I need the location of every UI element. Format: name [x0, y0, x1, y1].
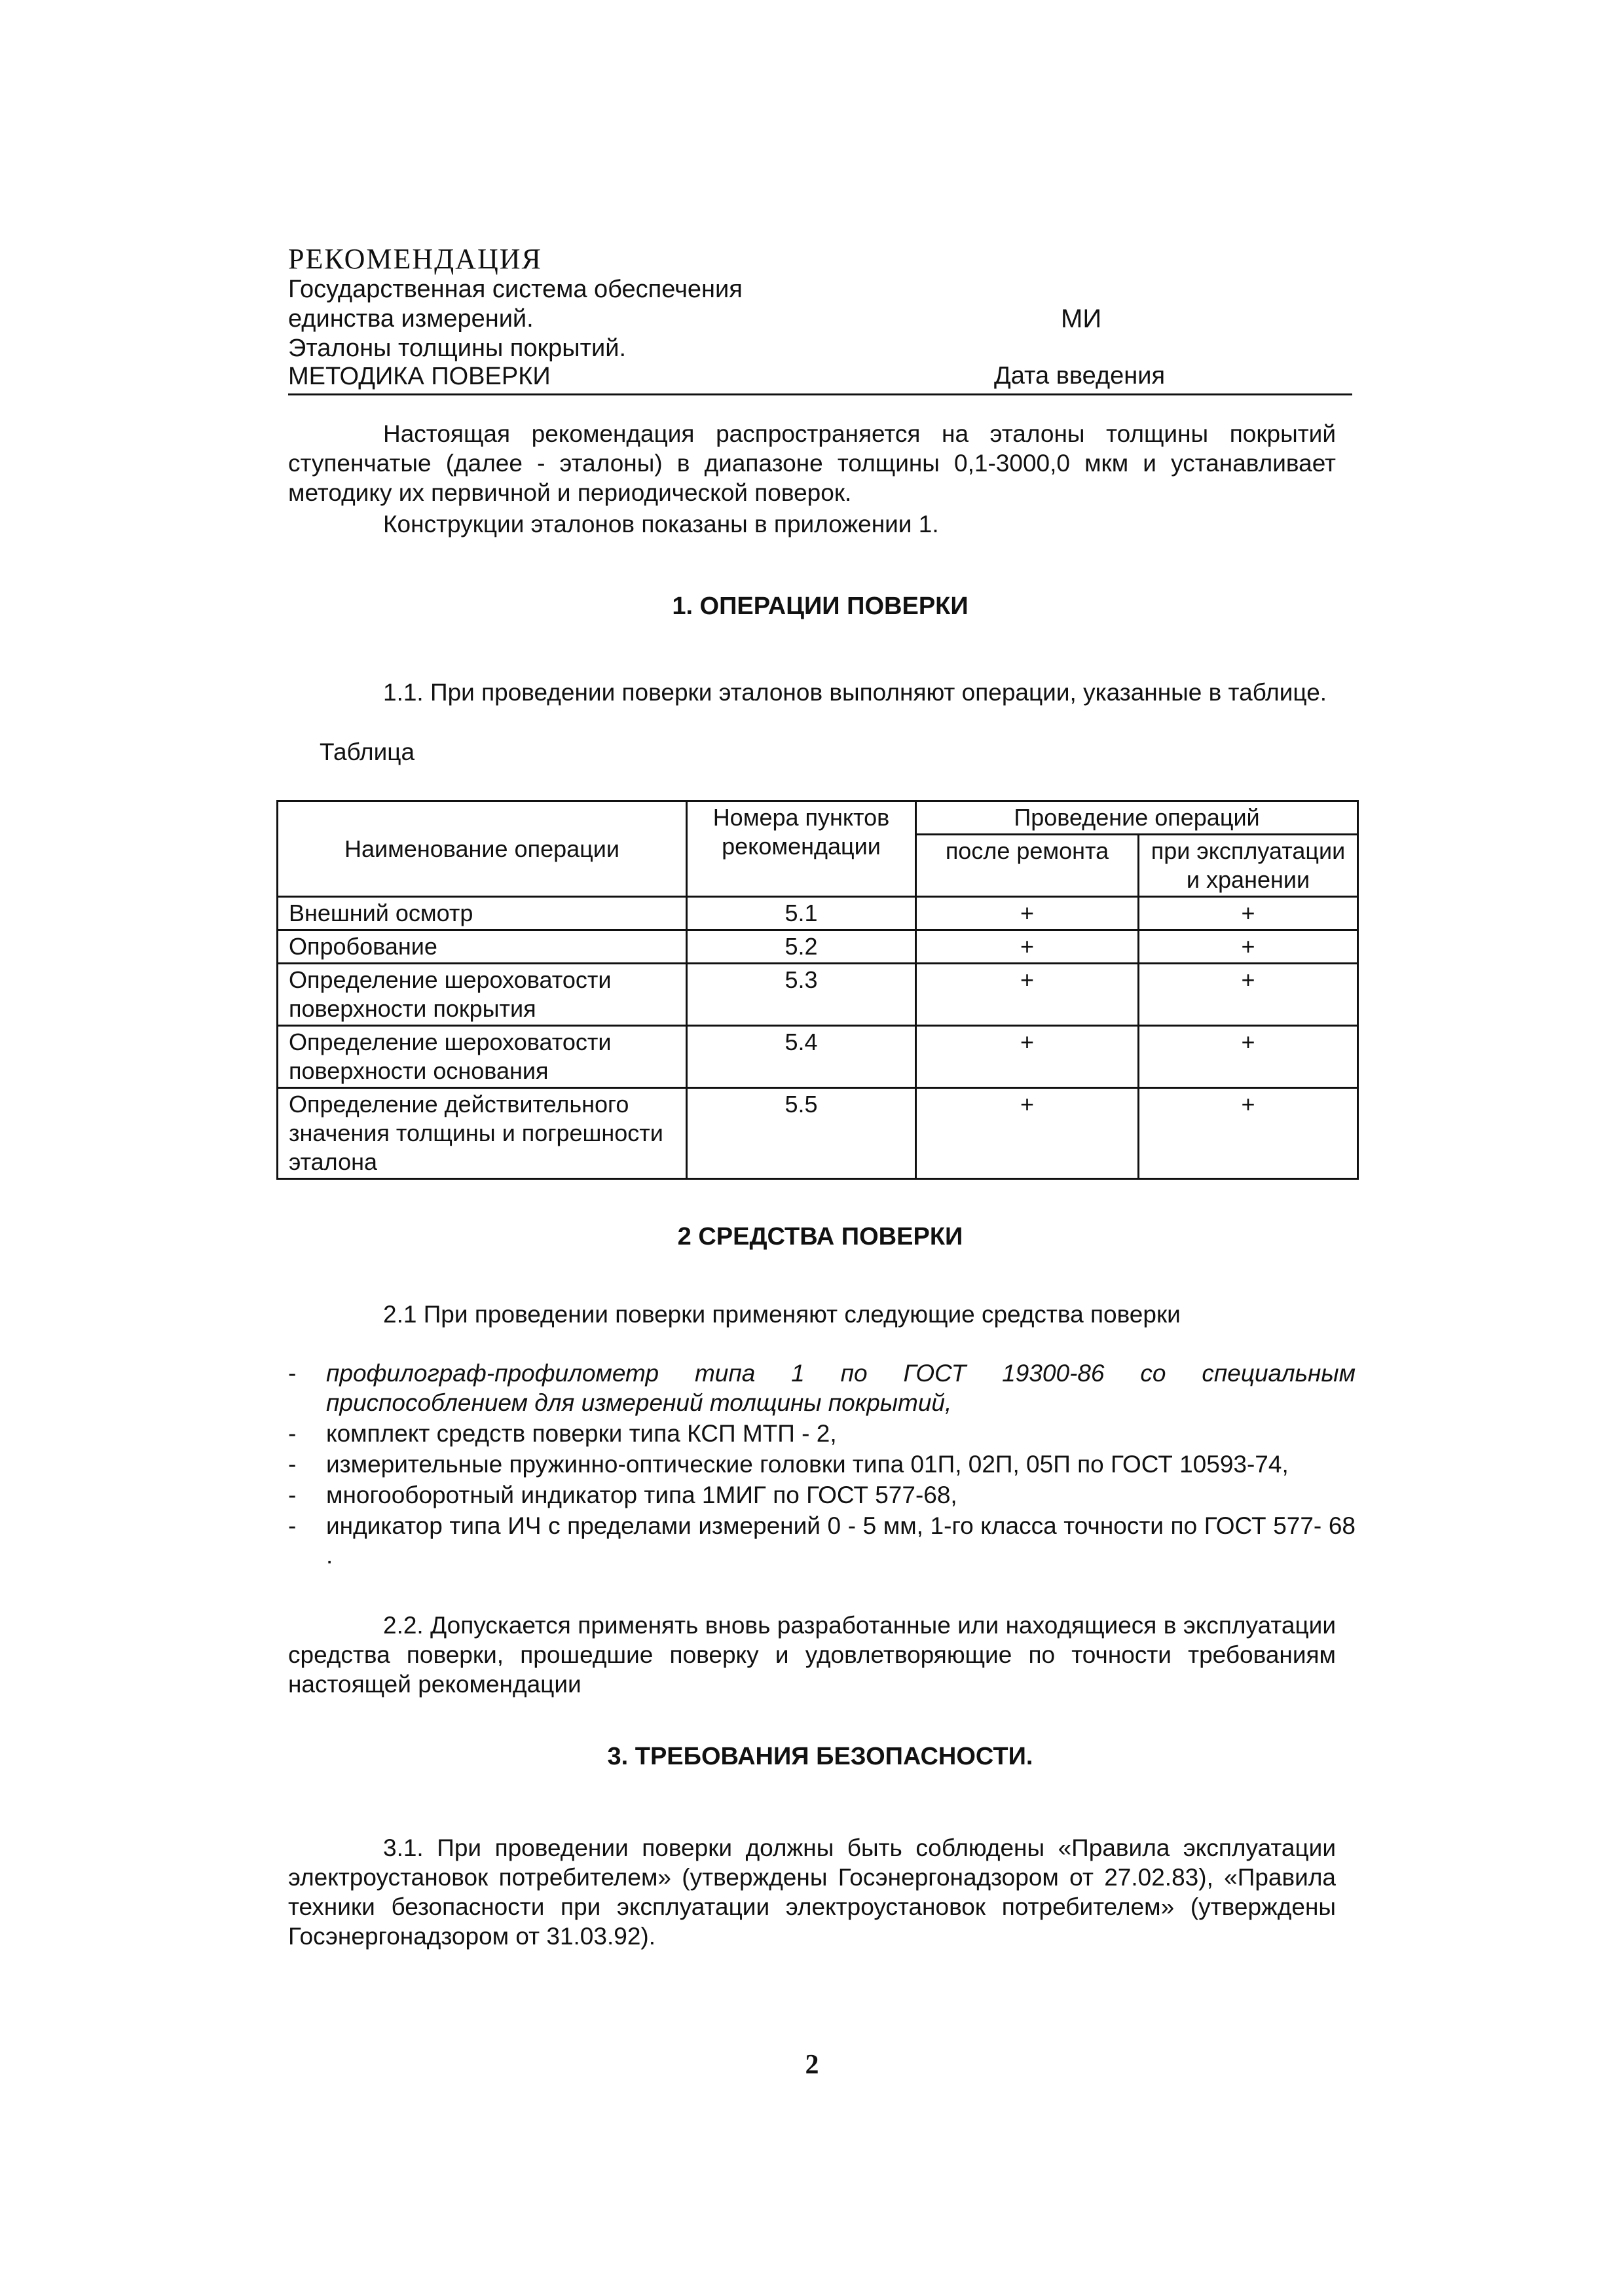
after-repair-mark: +	[916, 1026, 1139, 1088]
date-label: Дата введения	[994, 362, 1166, 390]
operation-name: Опробование	[278, 930, 687, 964]
list-item	[288, 1480, 1356, 1510]
clause-number: 5.4	[687, 1026, 916, 1088]
list-item-text: измерительные пружинно-оптические головки типа 01П, 02П, 05П по ГОСТ 10593-74,	[326, 1451, 1289, 1478]
list-dash: -	[288, 1482, 297, 1508]
after-repair-mark: +	[916, 1088, 1139, 1179]
clause-number: 5.1	[687, 897, 916, 930]
header-line-3: Эталоны толщины покрытий.	[288, 335, 627, 362]
table-row	[278, 1026, 1358, 1088]
in-use-mark: +	[1139, 964, 1358, 1026]
clause-number: 5.2	[687, 930, 916, 964]
list-dash: -	[288, 1512, 297, 1539]
table-row	[278, 930, 1358, 964]
paragraph-2-2: 2.2. Допускается применять вновь разработанные или находящиеся в эксплуатации средства поверки, прошедшие поверку и удовлетворяющие по точности требованиям настоящей рекомендации	[288, 1612, 1336, 1698]
list-item	[288, 1449, 1356, 1479]
section-1-title: 1. ОПЕРАЦИИ ПОВЕРКИ	[672, 592, 969, 620]
after-repair-mark: +	[916, 897, 1139, 930]
intro-paragraph: Настоящая рекомендация распространяется на эталоны толщины покрытий ступенчатые (далее - эталоны) в диапазоне толщины 0,1-3000,0 мкм и устанавливает методику их первичной и периодической поверок.	[288, 420, 1336, 506]
table-caption: Таблица	[320, 738, 415, 765]
list-item	[288, 1511, 1356, 1570]
operations-table	[276, 800, 1359, 1180]
list-item-text: профилограф-профилометр типа 1 по ГОСТ 19300-86 со специальным приспособлением для измерений толщины покрытий,	[326, 1360, 1356, 1416]
header-after-repair: после ремонта	[916, 835, 1139, 897]
operation-name: Внешний осмотр	[278, 897, 687, 930]
table-row	[278, 897, 1358, 930]
operation-name: Определение действительного значения толщины и погрешности эталона	[278, 1088, 687, 1179]
header-line-1: Государственная система обеспечения	[288, 276, 743, 303]
operation-name: Определение шероховатости поверхности основания	[278, 1026, 687, 1088]
list-item-text: комплект средств поверки типа КСП МТП - 2,	[326, 1420, 837, 1447]
clause-number: 5.5	[687, 1088, 916, 1179]
section-2-title: 2 СРЕДСТВА ПОВЕРКИ	[677, 1223, 963, 1250]
list-item	[288, 1358, 1356, 1417]
page-number: 2	[805, 2050, 819, 2080]
document-title: МЕТОДИКА ПОВЕРКИ	[288, 363, 551, 390]
in-use-mark: +	[1139, 930, 1358, 964]
header-line-2: единства измерений.	[288, 305, 534, 333]
after-repair-mark: +	[916, 964, 1139, 1026]
verification-means-list	[288, 1358, 1356, 1571]
list-dash: -	[288, 1451, 297, 1478]
list-dash: -	[288, 1360, 297, 1387]
paragraph-1-1: 1.1. При проведении поверки эталонов выполняют операции, указанные в таблице.	[383, 679, 1327, 706]
header-in-use: при эксплуатации и хранении	[1139, 835, 1358, 897]
clause-number: 5.3	[687, 964, 916, 1026]
constructions-paragraph: Конструкции эталонов показаны в приложении 1.	[383, 511, 939, 538]
header-operation-name: Наименование операции	[278, 801, 687, 897]
in-use-mark: +	[1139, 897, 1358, 930]
header-operations-group: Проведение операций	[916, 801, 1358, 835]
document-kind: РЕКОМЕНДАЦИЯ	[288, 243, 542, 275]
operation-name: Определение шероховатости поверхности покрытия	[278, 964, 687, 1026]
list-item	[288, 1419, 1356, 1448]
list-dash: -	[288, 1420, 297, 1447]
list-item-text: индикатор типа ИЧ с пределами измерений 0 - 5 мм, 1-го класса точности по ГОСТ 577- 68 .	[326, 1512, 1356, 1569]
header-clause-numbers: Номера пунктов рекомендации	[687, 801, 916, 897]
paragraph-3-1: 3.1. При проведении поверки должны быть соблюдены «Правила эксплуатации электроустановок потребителем» (утверждены Госэнергонадзором от 27.02.83), «Правила техники безопасности при эксплуатации электроустановок потребителем» (утверждены Госэнергонадзором от 31.03.92).	[288, 1834, 1336, 1950]
in-use-mark: +	[1139, 1026, 1358, 1088]
header-divider	[288, 393, 1352, 395]
after-repair-mark: +	[916, 930, 1139, 964]
document-code: МИ	[1061, 304, 1102, 333]
table-row	[278, 1088, 1358, 1179]
section-3-title: 3. ТРЕБОВАНИЯ БЕЗОПАСНОСТИ.	[607, 1743, 1033, 1770]
paragraph-2-1: 2.1 При проведении поверки применяют следующие средства поверки	[383, 1301, 1181, 1328]
table-row	[278, 964, 1358, 1026]
in-use-mark: +	[1139, 1088, 1358, 1179]
list-item-text: многооборотный индикатор типа 1МИГ по ГОСТ 577-68,	[326, 1482, 957, 1508]
